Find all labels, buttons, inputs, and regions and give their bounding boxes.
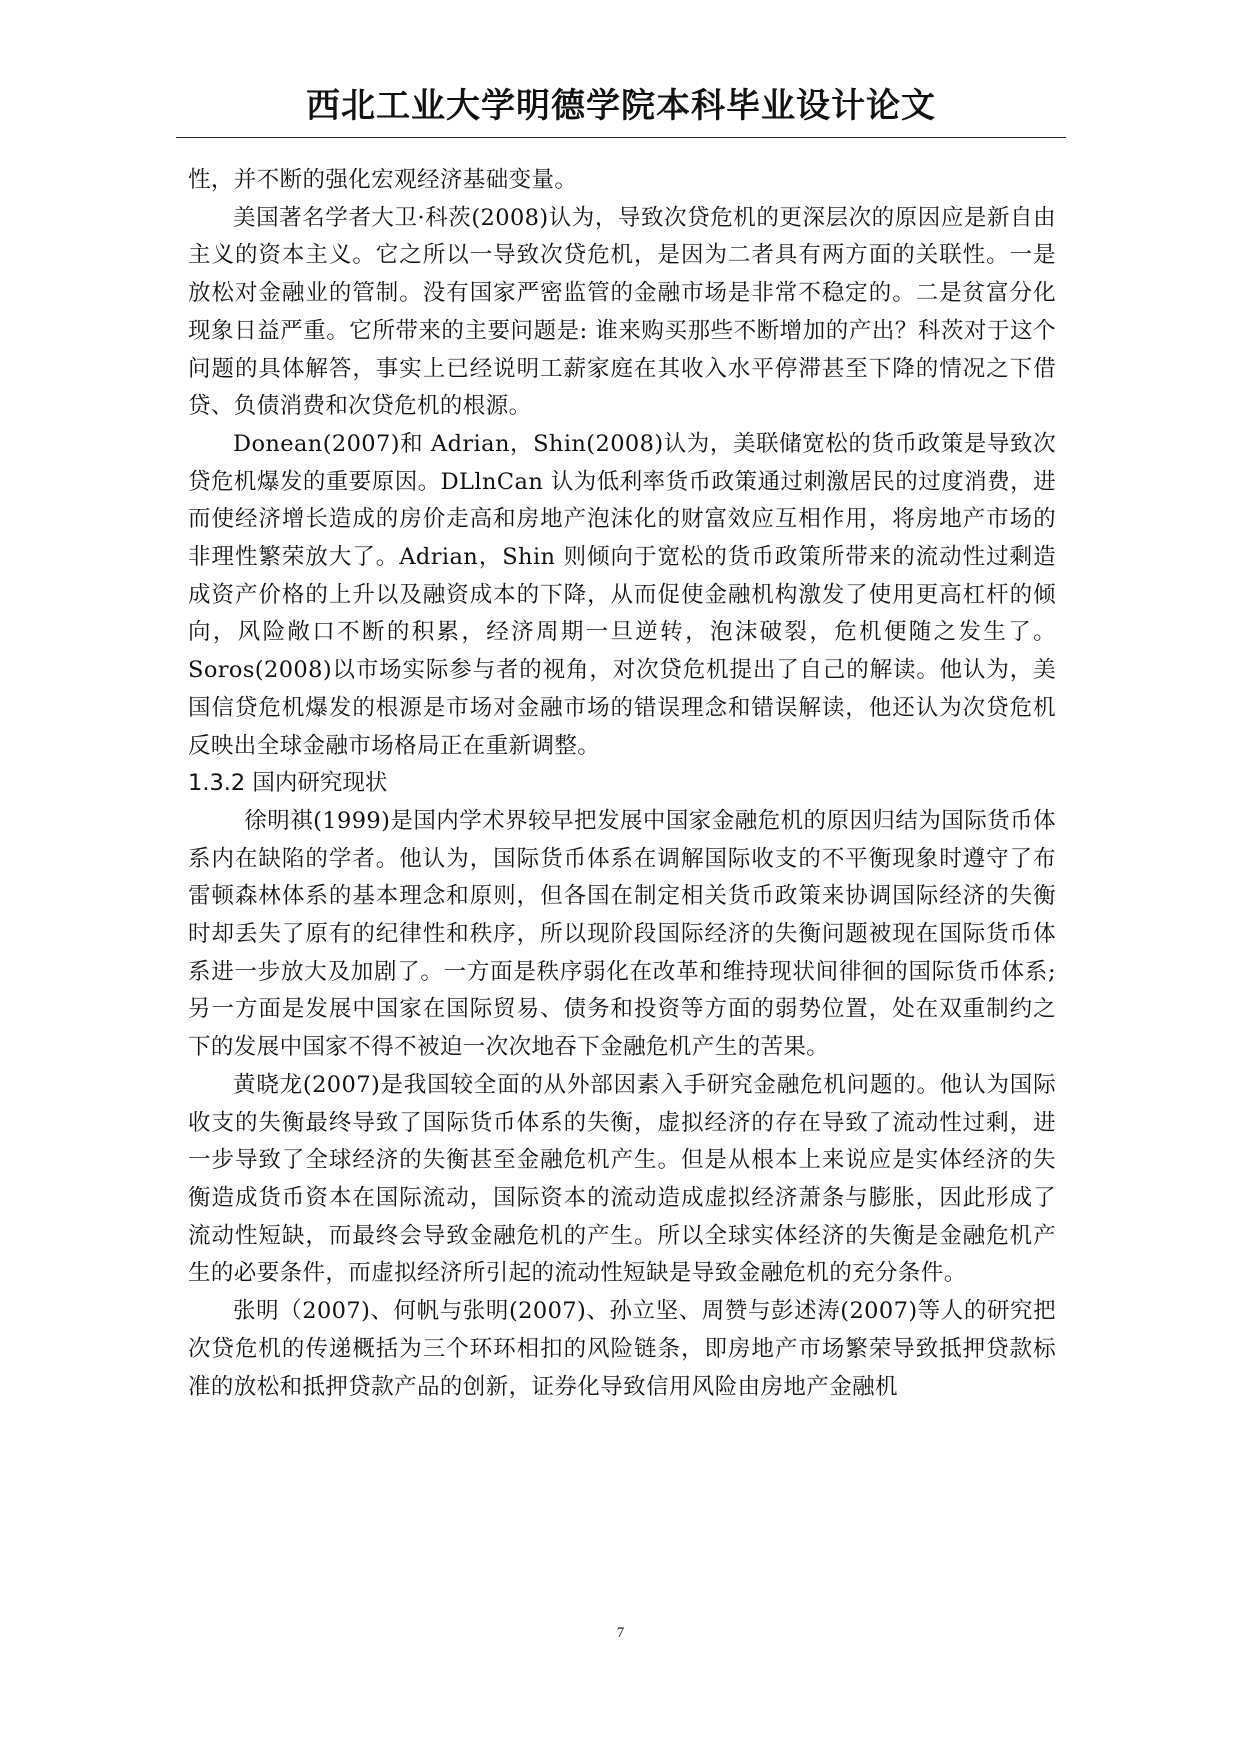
body-text (188, 162, 1056, 1406)
paragraph: 张明（2007)、何帆与张明(2007)、孙立坚、周赞与彭述涛(2007)等人的研究把次贷危机的传递概括为三个环环相扣的风险链条，即房地产市场繁荣导致抵押贷款标准的放松和抵押贷款产品的创新，证券化导致信用风险由房地产金融机 (188, 1298, 1056, 1400)
paragraph: 性，并不断的强化宏观经济基础变量。 (188, 167, 578, 193)
paragraph: 徐明祺(1999)是国内学术界较早把发展中国家金融危机的原因归结为国际货币体系内在缺陷的学者。他认为，国际货币体系在调解国际收支的不平衡现象时遵守了布雷顿森林体系的基本理念和原则，但各国在制定相关货币政策来协调国际经济的失衡时却丢失了原有的纪律性和秩序，所以现阶段国际经济的失衡问题被现在国际货币体系进一步放大及加剧了。一方面是秩序弱化在改革和维持现状间徘徊的国际货币体系; 另一方面是发展中国家在国际贸易、债务和投资等方面的弱势位置，处在双重制约之下的发展中国家不得不被迫一次次地吞下金融危机产生的苦果。 (188, 807, 1056, 1061)
page-number: 7 (616, 1625, 625, 1641)
section-heading: 1.3.2 国内研究现状 (188, 770, 388, 797)
header-rule (176, 137, 1066, 138)
document-header-title: 西北工业大学明德学院本科毕业设计论文 (306, 86, 936, 126)
paragraph: 美国著名学者大卫·科茨(2008)认为，导致次贷危机的更深层次的原因应是新自由主义的资本主义。它之所以一导致次贷危机，是因为二者具有两方面的关联性。一是放松对金融业的管制。没有国家严密监管的金融市场是非常不稳定的。二是贫富分化现象日益严重。它所带来的主要问题是: 谁来购买那些不断增加的产出？科茨对于这个问题的具体解答，事实上已经说明工薪家庭在其收入水平停滞甚至下降的情况之下借贷、负债消费和次贷危机的根源。 (188, 204, 1056, 420)
paragraph: 黄晓龙(2007)是我国较全面的从外部因素入手研究金融危机问题的。他认为国际收支的失衡最终导致了国际货币体系的失衡，虚拟经济的存在导致了流动性过剩，进一步导致了全球经济的失衡甚至金融危机产生。但是从根本上来说应是实体经济的失衡造成货币资本在国际流动，国际资本的流动造成虚拟经济萧条与膨胀，因此形成了流动性短缺，而最终会导致金融危机的产生。所以全球实体经济的失衡是金融危机产生的必要条件，而虚拟经济所引起的流动性短缺是导致金融危机的充分条件。 (188, 1071, 1056, 1287)
paragraph: Donean(2007)和 Adrian，Shin(2008)认为，美联储宽松的货币政策是导致次贷危机爆发的重要原因。DLlnCan 认为低利率货币政策通过刺激居民的过度消费，进而使经济增长造成的房价走高和房地产泡沫化的财富效应互相作用，将房地产市场的非理性繁荣放大了。Adrian，Shin 则倾向于宽松的货币政策所带来的流动性过剩造成资产价格的上升以及融资成本的下降，从而促使金融机构激发了使用更高杠杆的倾向，风险敞口不断的积累，经济周期一旦逆转，泡沫破裂，危机便随之发生了。Soros(2008)以市场实际参与者的视角，对次贷危机提出了自己的解读。他认为，美国信贷危机爆发的根源是市场对金融市场的错误理念和错误解读，他还认为次贷危机反映出全球金融市场格局正在重新调整。 (188, 430, 1056, 759)
